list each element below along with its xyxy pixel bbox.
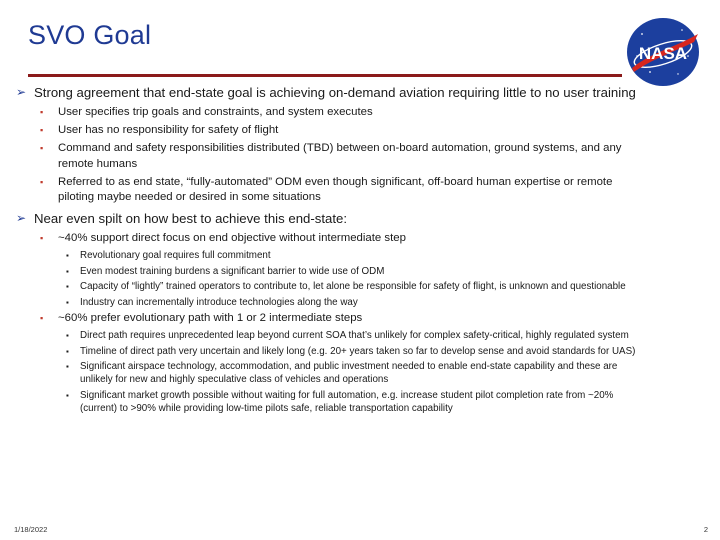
bullet-text: Capacity of “lightly” trained operators to contribute to, let alone be responsible for safety of flight, is unknown and questionable	[80, 281, 626, 293]
square-bullet-icon: ▪	[40, 176, 44, 187]
bullet-text: Command and safety responsibilities distributed (TBD) between on-board automation, ground systems, and any remote humans	[58, 142, 622, 170]
square-bullet-icon: ▪	[66, 251, 69, 261]
bullet-text: Revolutionary goal requires full commitment	[80, 250, 271, 262]
square-bullet-icon: ▪	[40, 313, 44, 324]
square-bullet-icon: ▪	[66, 362, 69, 372]
bullet-text: Timeline of direct path very uncertain and likely long (e.g. 20+ years taken so far to develop sense and avoid standards for UAS)	[80, 345, 636, 357]
bullet-level3	[16, 280, 644, 293]
footer-date: 1/18/2022	[14, 525, 48, 534]
bullet-level2	[16, 311, 644, 326]
square-bullet-icon: ▪	[40, 233, 44, 244]
bullet-level1	[16, 84, 644, 101]
bullet-level3	[16, 249, 644, 262]
bullet-level3	[16, 345, 644, 358]
bullet-text: Strong agreement that end-state goal is achieving on-demand aviation requiring little to no user training	[34, 85, 636, 100]
bullet-text: Near even spilt on how best to achieve this end-state:	[34, 211, 348, 227]
nasa-logo-icon	[622, 12, 704, 90]
page-number: 2	[703, 525, 708, 534]
bullet-level2	[16, 123, 644, 138]
bullet-level1	[16, 210, 644, 227]
bullet-text: User specifies trip goals and constraints, and system executes	[58, 106, 373, 118]
square-bullet-icon: ▪	[40, 143, 44, 154]
bullet-text: Referred to as end state, “fully-automated” ODM even though significant, off-board human expertise or remote piloting maybe needed or desired in some situations	[58, 175, 613, 204]
square-bullet-icon: ▪	[40, 125, 44, 136]
slide-title: SVO Goal	[28, 20, 152, 50]
bullet-level2	[16, 231, 644, 246]
square-bullet-icon: ▪	[66, 346, 69, 356]
bullet-content	[16, 84, 644, 418]
square-bullet-icon: ▪	[66, 266, 69, 276]
bullet-level3	[16, 360, 644, 387]
bullet-level2	[16, 175, 644, 205]
square-bullet-icon: ▪	[66, 331, 69, 341]
arrow-bullet-icon: ➢	[16, 85, 27, 99]
nasa-logo-text: NASA	[638, 44, 688, 63]
bullet-level2	[16, 141, 644, 171]
bullet-level3	[16, 329, 644, 342]
bullet-level2	[16, 105, 644, 120]
bullet-text: Significant market growth possible without waiting for full automation, e.g. increase student pilot completion rate from ~20% (current) to >90% while providing low-time pilots safe, reliable transportation capability	[80, 389, 614, 415]
bullet-text: User has no responsibility for safety of flight	[58, 124, 279, 137]
bullet-text: Significant airspace technology, accommodation, and public investment needed to enable end-state capability and these are unlikely for new and highly speculative class of vehicles and operations	[80, 361, 618, 386]
bullet-text: Direct path requires unprecedented leap beyond current SOA that’s unlikely for complex safety-critical, highly regulated system	[80, 330, 629, 342]
square-bullet-icon: ▪	[66, 297, 69, 307]
bullet-level3	[16, 265, 644, 278]
square-bullet-icon: ▪	[40, 107, 44, 117]
square-bullet-icon: ▪	[66, 282, 69, 292]
bullet-text: ~60% prefer evolutionary path with 1 or 2 intermediate steps	[58, 312, 363, 325]
bullet-text: Even modest training burdens a significant barrier to wide use of ODM	[80, 265, 385, 277]
bullet-level3	[16, 389, 644, 416]
bullet-text: Industry can incrementally introduce technologies along the way	[80, 296, 358, 308]
bullet-text: ~40% support direct focus on end objective without intermediate step	[58, 232, 406, 245]
arrow-bullet-icon: ➢	[16, 211, 27, 226]
bullet-level3	[16, 296, 644, 309]
square-bullet-icon: ▪	[66, 390, 69, 400]
title-divider	[28, 74, 622, 77]
